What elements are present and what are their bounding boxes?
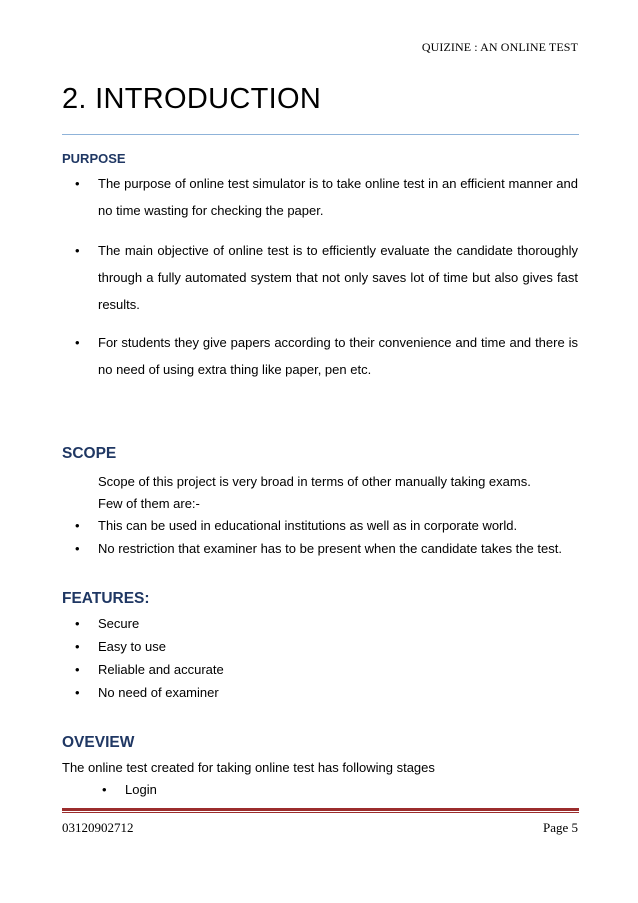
running-header: QUIZINE : AN ONLINE TEST	[421, 40, 578, 54]
list-item: • Secure	[98, 612, 578, 635]
overview-heading: OVEVIEW	[62, 734, 135, 751]
list-item: • Reliable and accurate	[98, 658, 578, 681]
list-item: • This can be used in educational institutions as well as in corporate world.	[98, 514, 588, 537]
scope-bullet-list	[75, 514, 588, 560]
purpose-heading: PURPOSE	[62, 151, 126, 166]
bullet-icon: •	[102, 782, 107, 797]
bullet-icon: •	[75, 639, 80, 654]
list-item: • No need of examiner	[98, 681, 578, 704]
purpose-bullet-list	[75, 170, 578, 224]
list-item: • Easy to use	[98, 635, 578, 658]
bullet-icon: •	[75, 616, 80, 631]
scope-heading: SCOPE	[62, 445, 117, 462]
list-item: • For students they give papers according to their convenience and time and there is no need of using extra thing like paper, pen etc.	[98, 329, 578, 383]
bullet-icon: •	[75, 685, 80, 700]
overview-bullet-list	[102, 780, 525, 800]
features-heading: FEATURES:	[62, 590, 150, 607]
page-number: Page 5	[542, 820, 578, 835]
bullet-icon: •	[75, 518, 80, 533]
features-bullet-list	[75, 612, 578, 704]
list-item: • The purpose of online test simulator is to take online test in an efficient manner and no time wasting for checking the paper.	[98, 170, 578, 224]
title-divider	[62, 134, 579, 135]
footer-divider	[62, 808, 579, 811]
bullet-icon: •	[75, 335, 80, 350]
list-item: • Login	[125, 780, 525, 800]
scope-text: Scope of this project is very broad in terms of other manually taking exams.	[98, 474, 531, 489]
bullet-icon: •	[75, 541, 80, 556]
footer-divider	[62, 812, 579, 813]
footer-id: 03120902712	[62, 820, 134, 835]
purpose-bullet-list	[75, 329, 578, 383]
bullet-icon: •	[75, 662, 80, 677]
purpose-bullet-list	[75, 237, 578, 318]
page-title: 2. INTRODUCTION	[62, 83, 322, 115]
overview-intro: The online test created for taking online test has following stages	[62, 760, 435, 775]
scope-text: Few of them are:-	[98, 496, 200, 511]
bullet-icon: •	[75, 243, 80, 258]
bullet-icon: •	[75, 176, 80, 191]
list-item: • The main objective of online test is to efficiently evaluate the candidate thoroughly through a fully automated system that not only saves lot of time but also gives fast results.	[98, 237, 578, 318]
list-item: • No restriction that examiner has to be present when the candidate takes the test.	[98, 537, 588, 560]
